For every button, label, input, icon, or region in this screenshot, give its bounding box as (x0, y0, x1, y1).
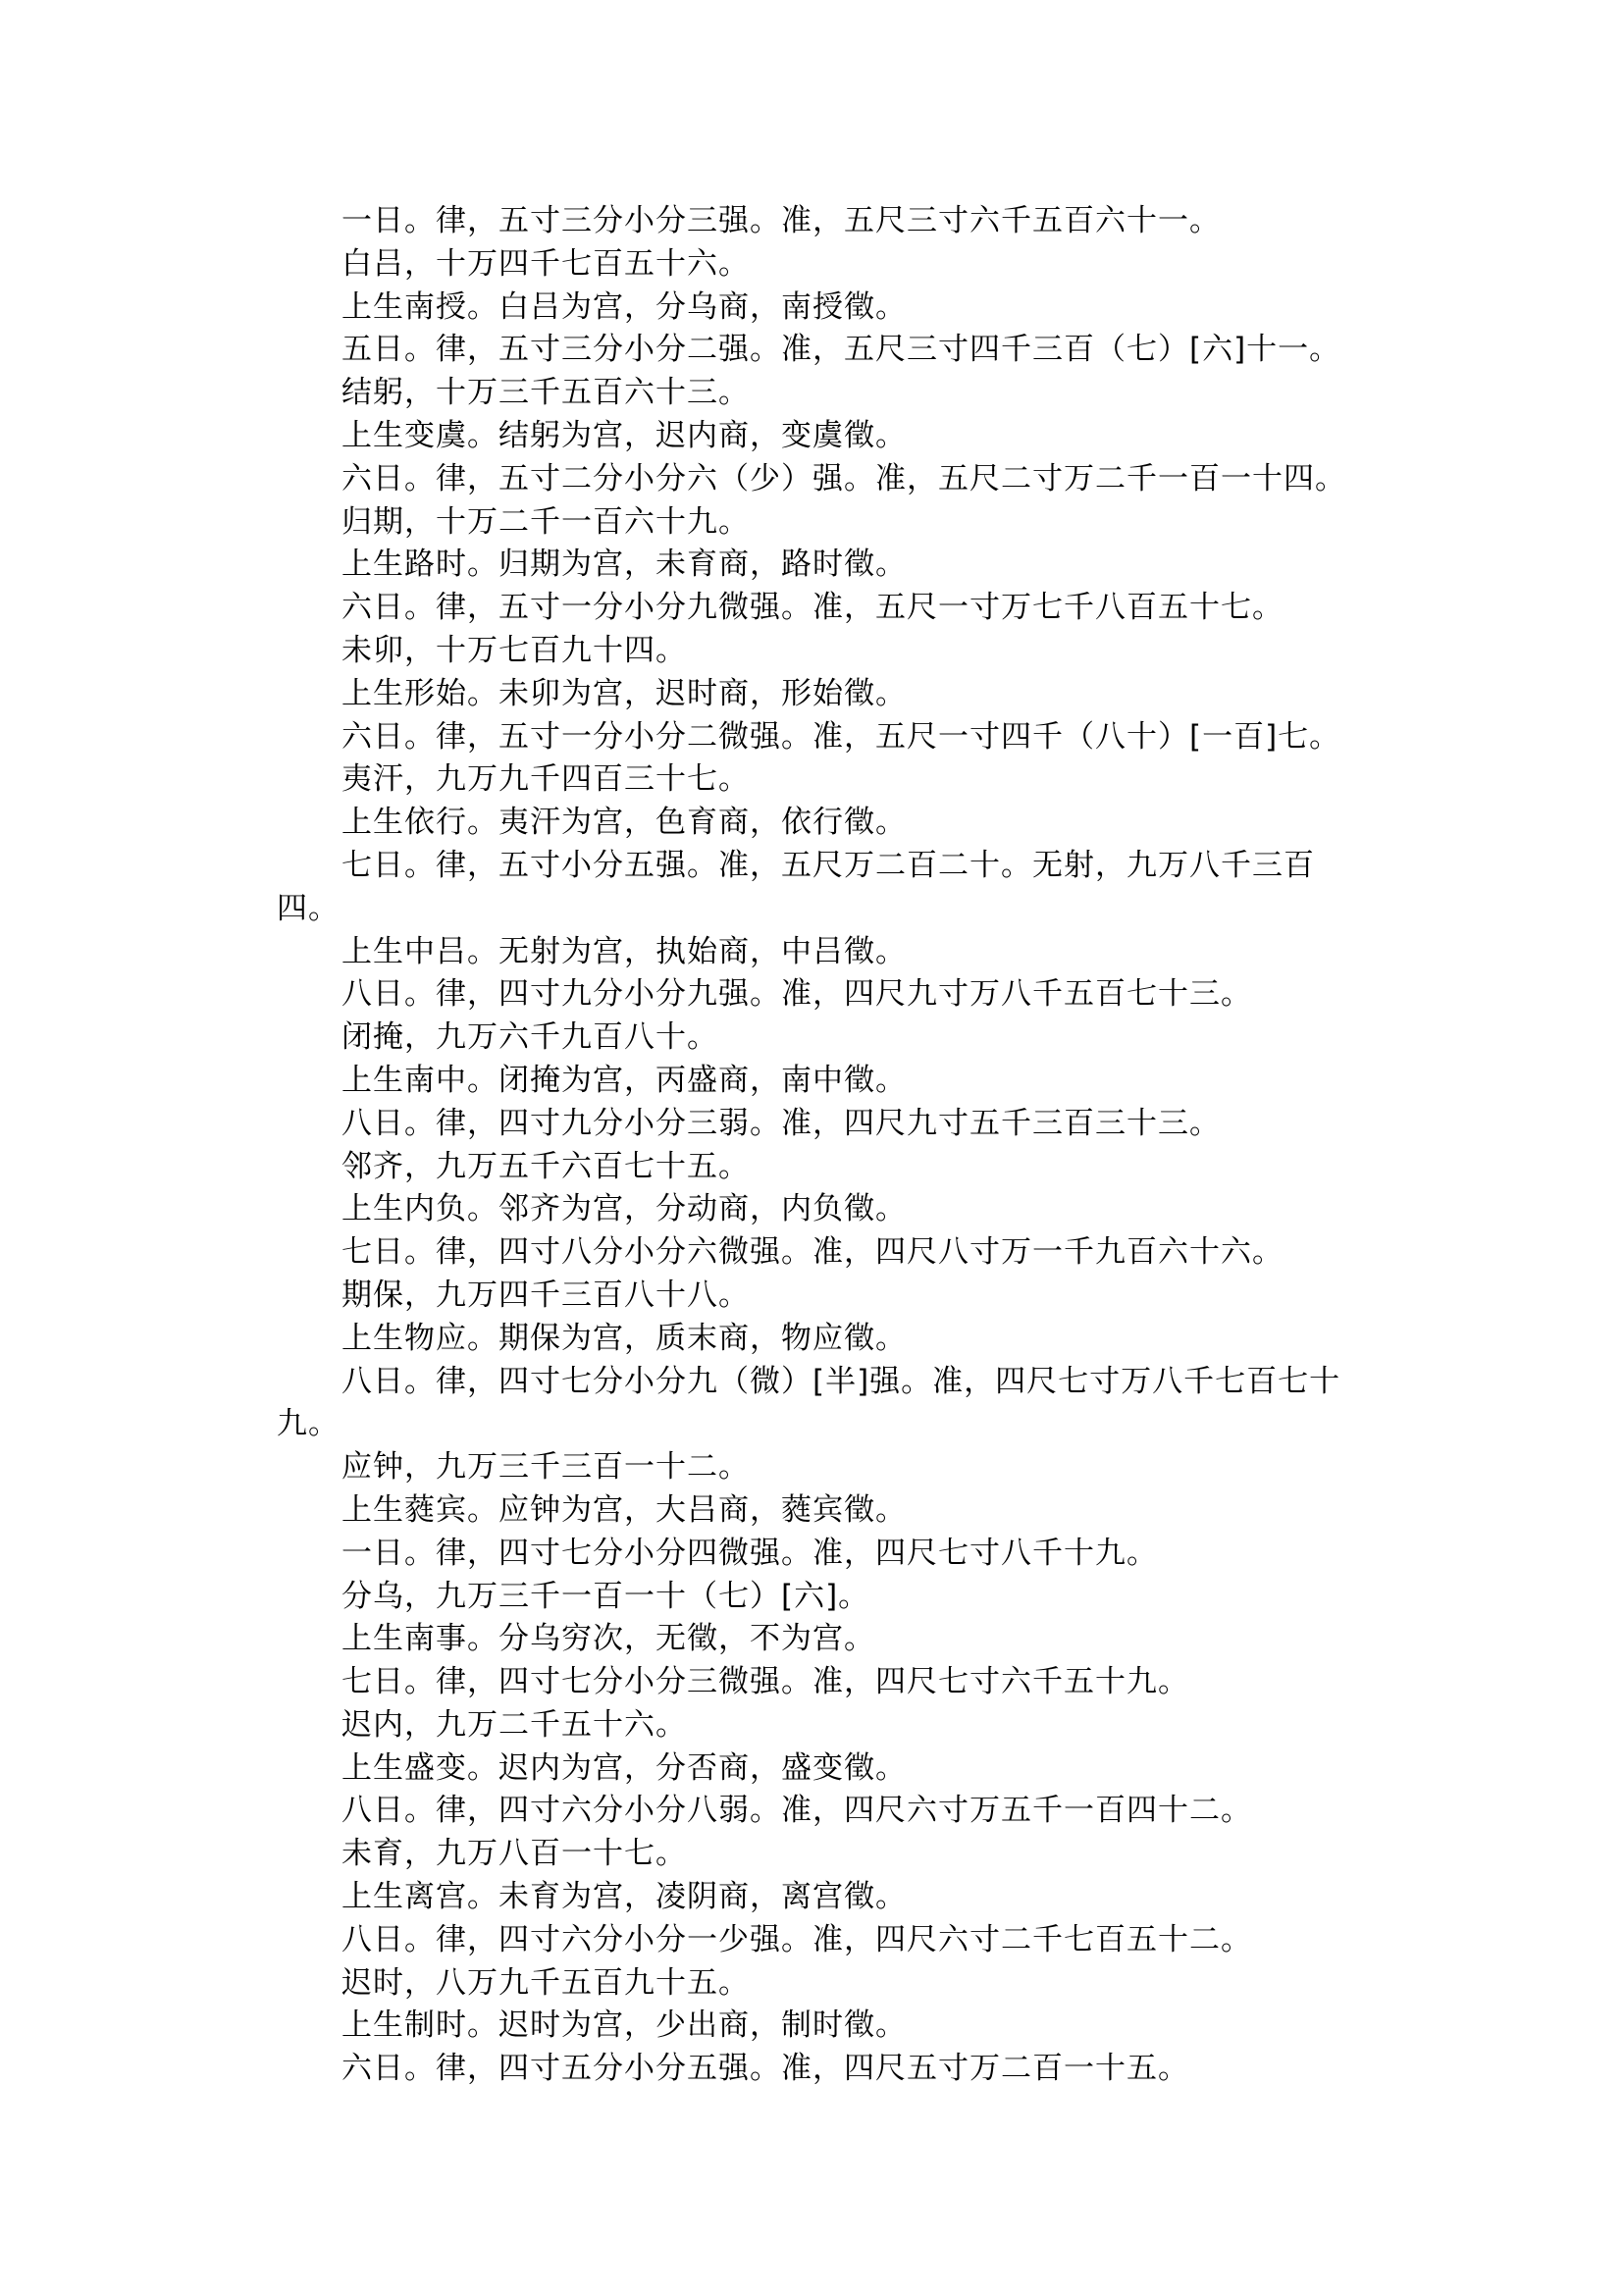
text-line: 夷汗，九万九千四百三十七。 (341, 761, 750, 798)
text-line: 归期，十万二千一百六十九。 (341, 503, 750, 540)
text-line: 六日。律，四寸五分小分五强。准，四尺五寸万二百一十五。 (341, 2051, 1189, 2087)
text-line: 上生变虞。结躬为宫，迟内商，变虞徵。 (341, 417, 907, 453)
text-line: 上生路时。归期为宫，未育商，路时徵。 (341, 547, 907, 583)
text-line: 应钟，九万三千三百一十二。 (341, 1449, 750, 1486)
text-line: 上生南事。分乌穷次，无徵，不为宫。 (341, 1621, 875, 1657)
text-line: 上生物应。期保为宫，质末商，物应徵。 (341, 1320, 907, 1356)
text-line: 迟内，九万二千五十六。 (341, 1706, 687, 1743)
body-text (277, 200, 1366, 2091)
text-line: 六日。律，五寸一分小分二微强。准，五尺一寸四千（八十）[一百]七。 (341, 718, 1341, 755)
text-line: 邻齐，九万五千六百七十五。 (341, 1148, 750, 1184)
text-line: 七日。律，五寸小分五强。准，五尺万二百二十。无射，九万八千三百四。 (277, 847, 1315, 926)
text-line: 上生南中。闭掩为宫，丙盛商，南中徵。 (341, 1062, 907, 1098)
text-line: 七日。律，四寸八分小分六微强。准，四尺八寸万一千九百六十六。 (341, 1234, 1283, 1271)
text-line: 八日。律，四寸六分小分一少强。准，四尺六寸二千七百五十二。 (341, 1921, 1252, 1957)
text-line: 白吕，十万四千七百五十六。 (341, 245, 750, 282)
text-line: 上生形始。未卯为宫，迟时商，形始徵。 (341, 675, 907, 711)
text-line: 上生中吕。无射为宫，执始商，中吕徵。 (341, 933, 907, 969)
text-line: 上生离宫。未育为宫，凌阴商，离宫徵。 (341, 1879, 907, 1915)
text-line: 未育，九万八百一十七。 (341, 1836, 687, 1872)
text-line: 八日。律，四寸六分小分八弱。准，四尺六寸万五千一百四十二。 (341, 1793, 1252, 1829)
text-line: 未卯，十万七百九十四。 (341, 632, 687, 668)
text-line: 八日。律，四寸九分小分九强。准，四尺九寸万八千五百七十三。 (341, 976, 1252, 1013)
text-line: 上生内负。邻齐为宫，分动商，内负徵。 (341, 1191, 907, 1227)
text-line: 上生依行。夷汗为宫，色育商，依行徵。 (341, 805, 907, 841)
text-line: 期保，九万四千三百八十八。 (341, 1277, 750, 1313)
text-line: 五日。律，五寸三分小分二强。准，五尺三寸四千三百（七）[六]十一。 (341, 332, 1341, 368)
text-line: 上生蕤宾。应钟为宫，大吕商，蕤宾徵。 (341, 1491, 907, 1528)
text-line: 闭掩，九万六千九百八十。 (341, 1019, 718, 1056)
text-line: 八日。律，四寸七分小分九（微）[半]强。准，四尺七寸万八千七百七十九。 (277, 1363, 1341, 1442)
text-line: 一日。律，四寸七分小分四微强。准，四尺七寸八千十九。 (341, 1535, 1158, 1571)
text-line: 六日。律，五寸一分小分九微强。准，五尺一寸万七千八百五十七。 (341, 590, 1283, 626)
text-line: 七日。律，四寸七分小分三微强。准，四尺七寸六千五十九。 (341, 1664, 1189, 1700)
text-line: 六日。律，五寸二分小分六（少）强。准，五尺二寸万二千一百一十四。 (341, 460, 1346, 496)
text-line: 分乌，九万三千一百一十（七）[六]。 (341, 1578, 870, 1614)
text-line: 迟时，八万九千五百九十五。 (341, 1964, 750, 2001)
text-line: 上生盛变。迟内为宫，分否商，盛变徵。 (341, 1749, 907, 1786)
text-line: 上生制时。迟时为宫，少出商，制时徵。 (341, 2007, 907, 2044)
text-line: 一日。律，五寸三分小分三强。准，五尺三寸六千五百六十一。 (341, 203, 1221, 238)
text-line: 上生南授。白吕为宫，分乌商，南授徵。 (341, 288, 907, 325)
text-line: 结躬，十万三千五百六十三。 (341, 375, 750, 411)
text-line: 八日。律，四寸九分小分三弱。准，四尺九寸五千三百三十三。 (341, 1105, 1221, 1141)
